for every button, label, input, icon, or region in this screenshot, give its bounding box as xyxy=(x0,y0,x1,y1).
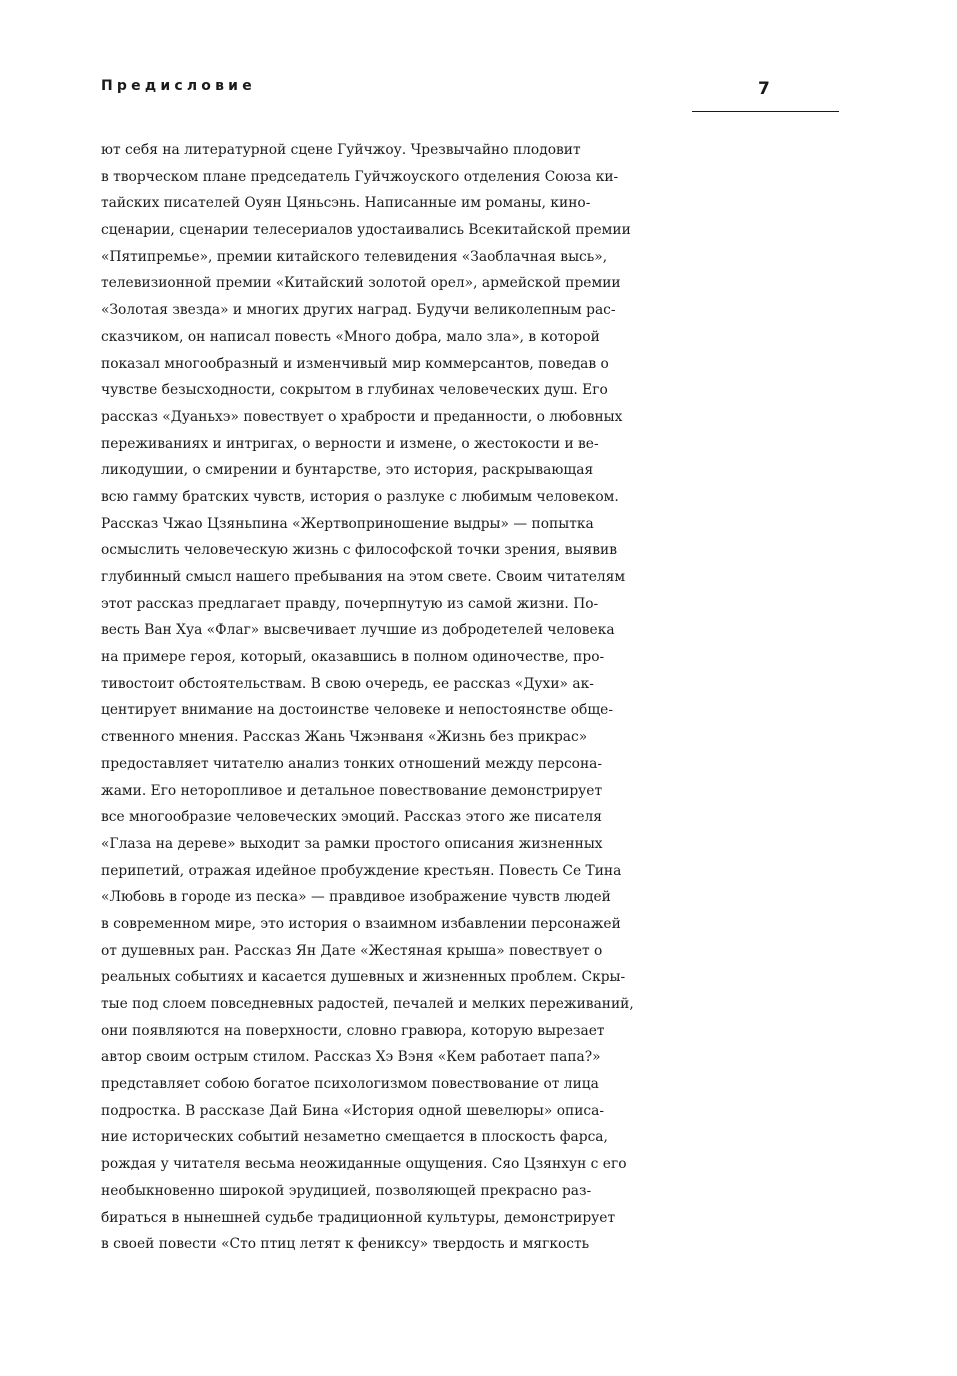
text-line: бираться в нынешней судьбе традиционной культуры, демонстрирует xyxy=(101,1209,616,1226)
text-line: предоставляет читателю анализ тонких отношений между персона- xyxy=(101,755,603,772)
text-line: реальных событиях и касается душевных и жизненных проблем. Скры- xyxy=(101,969,626,986)
text-line: тивостоит обстоятельствам. В свою очередь, ее рассказ «Духи» ак- xyxy=(101,675,594,692)
text-line: перипетий, отражая идейное пробуждение крестьян. Повесть Се Тина xyxy=(101,862,622,879)
text-line: все многообразие человеческих эмоций. Рассказ этого же писателя xyxy=(101,809,603,826)
running-head-section-title: Предисловие xyxy=(101,78,256,94)
text-line: подростка. В рассказе Дай Бина «История одной шевелюры» описа- xyxy=(101,1102,605,1119)
text-line: жами. Его неторопливое и детальное повествование демонстрирует xyxy=(101,782,603,799)
text-line: сказчиком, он написал повесть «Много добра, мало зла», в которой xyxy=(101,328,600,345)
text-line: «Пятипремье», премии китайского телевидения «Заоблачная высь», xyxy=(101,248,608,265)
text-line: центирует внимание на достоинстве человеке и непостоянстве обще- xyxy=(101,702,614,719)
page-number: 7 xyxy=(758,79,770,99)
text-line: ние исторических событий незаметно смещается в плоскость фарса, xyxy=(101,1129,608,1146)
text-line: Рассказ Чжао Цзяньпина «Жертвоприношение выдры» — попытка xyxy=(101,515,594,532)
text-line: «Глаза на дереве» выходит за рамки простого описания жизненных xyxy=(101,835,603,852)
text-line: всю гамму братских чувств, история о разлуке с любимым человеком. xyxy=(101,488,619,505)
text-line: показал многообразный и изменчивый мир коммерсантов, поведав о xyxy=(101,355,609,372)
text-line: в современном мире, это история о взаимном избавлении персонажей xyxy=(101,915,621,932)
text-line: представляет собою богатое психологизмом повествование от лица xyxy=(101,1076,599,1093)
text-line: ют себя на литературной сцене Гуйчжоу. Чрезвычайно плодовит xyxy=(101,142,581,158)
text-line: рассказ «Дуаньхэ» повествует о храбрости и преданности, о любовных xyxy=(101,408,623,425)
text-line: сценарии, сценарии телесериалов удостаивались Всекитайской премии xyxy=(101,222,631,239)
header-rule xyxy=(692,111,839,112)
text-line: осмыслить человеческую жизнь с философской точки зрения, выявив xyxy=(101,542,617,559)
text-line: рождая у читателя весьма неожиданные ощущения. Сяо Цзянхун с его xyxy=(101,1156,627,1173)
text-line: глубинный смысл нашего пребывания на этом свете. Своим читателям xyxy=(101,569,626,585)
text-line: на примере героя, который, оказавшись в полном одиночестве, про- xyxy=(101,649,605,666)
text-line: чувстве безысходности, сокрытом в глубинах человеческих душ. Его xyxy=(101,382,608,399)
text-line: переживаниях и интригах, о верности и измене, о жестокости и ве- xyxy=(101,435,599,452)
text-line: они появляются на поверхности, словно гравюра, которую вырезает xyxy=(101,1022,605,1039)
text-line: от душевных ран. Рассказ Ян Дате «Жестяная крыша» повествует о xyxy=(101,942,603,959)
text-line: в творческом плане председатель Гуйчжоуского отделения Союза ки- xyxy=(101,168,619,185)
text-line: автор своим острым стилом. Рассказ Хэ Вэня «Кем работает папа?» xyxy=(101,1049,601,1066)
text-line: «Любовь в городе из песка» — правдивое изображение чувств людей xyxy=(101,889,611,906)
text-line: необыкновенно широкой эрудицией, позволяющей прекрасно раз- xyxy=(101,1182,592,1199)
text-line: телевизионной премии «Китайский золотой орел», армейской премии xyxy=(101,275,621,292)
text-line: этот рассказ предлагает правду, почерпнутую из самой жизни. По- xyxy=(101,595,599,612)
text-line: ликодушии, о смирении и бунтарстве, это история, раскрывающая xyxy=(101,462,594,479)
text-line: ственного мнения. Рассказ Жань Чжэнваня «Жизнь без прикрас» xyxy=(101,729,588,746)
text-line: тые под слоем повседневных радостей, печалей и мелких переживаний, xyxy=(101,996,634,1012)
text-line: тайских писателей Оуян Цяньсэнь. Написанные им романы, кино- xyxy=(101,195,591,212)
text-line: весть Ван Хуа «Флаг» высвечивает лучшие из добродетелей человека xyxy=(101,622,615,639)
text-line: «Золотая звезда» и многих других наград. Будучи великолепным рас- xyxy=(101,302,616,319)
text-line: в своей повести «Сто птиц летят к фениксу» твердость и мягкость xyxy=(101,1236,590,1253)
body-text xyxy=(101,137,839,1258)
